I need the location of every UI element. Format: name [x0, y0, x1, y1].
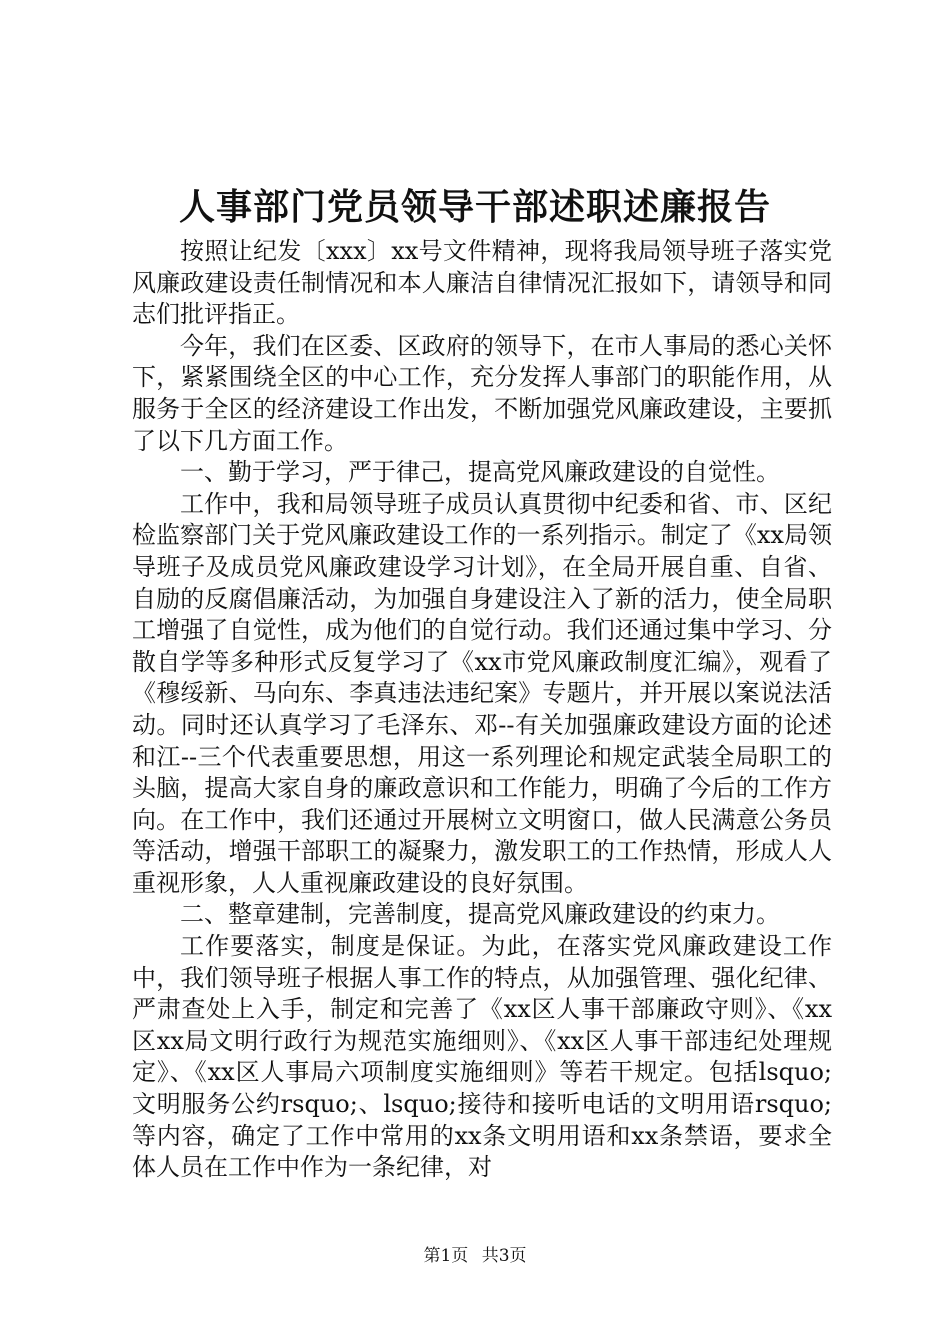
document-title: 人事部门党员领导干部述职述廉报告 — [178, 186, 771, 228]
page-number: 第1页 — [423, 1246, 469, 1266]
section-heading-2: 二、整章建制，完善制度，提高党风廉政建设的约束力。 — [180, 900, 780, 929]
paragraph-intro: 按照让纪发〔xxx〕xx号文件精神，现将我局领导班子落实党风廉政建设责任制情况和本人廉洁自律情况汇报如下，请领导和同志们批评指正。 — [132, 237, 832, 329]
paragraph-overview: 今年，我们在区委、区政府的领导下，在市人事局的悉心关怀下，紧紧围绕全区的中心工作，充分发挥人事部门的职能作用，从服务于全区的经济建设工作出发，不断加强党风廉政建设，主要抓了以下几方面工作。 — [132, 331, 832, 455]
page-footer — [0, 1244, 950, 1268]
document-body — [132, 236, 832, 1184]
section-heading-1: 一、勤于学习，严于律己，提高党风廉政建设的自觉性。 — [180, 458, 780, 487]
paragraph-section-1: 工作中，我和局领导班子成员认真贯彻中纪委和省、市、区纪检监察部门关于党风廉政建设工作的一系列指示。制定了《xx局领导班子及成员党风廉政建设学习计划》，在全局开展自重、自省、自励的反腐倡廉活动，为加强自身建设注入了新的活力，使全局职工增强了自觉性，成为他们的自觉行动。我们还通过集中学习、分散自学等多种形式反复学习了《xx市党风廉政制度汇编》，观看了《穆绥新、马向东、李真违法违纪案》专题片，并开展以案说法活动。同时还认真学习了毛泽东、邓--有关加强廉政建设方面的论述和江--三个代表重要思想，用这一系列理论和规定武装全局职工的头脑，提高大家自身的廉政意识和工作能力，明确了今后的工作方向。在工作中，我们还通过开展树立文明窗口，做人民满意公务员等活动，增强干部职工的凝聚力，激发职工的工作热情，形成人人重视形象，人人重视廉政建设的良好氛围。 — [132, 489, 832, 897]
paragraph-section-2: 工作要落实，制度是保证。为此，在落实党风廉政建设工作中，我们领导班子根据人事工作的特点，从加强管理、强化纪律、严肃查处上入手，制定和完善了《xx区人事干部廉政守则》、《xx区xx局文明行政行为规范实施细则》、《xx区人事干部违纪处理规定》、《xx区人事局六项制度实施细则》等若干规定。包括lsquo;文明服务公约rsquo;、lsquo;接待和接听电话的文明用语rsquo;等内容，确定了工作中常用的xx条文明用语和xx条禁语，要求全体人员在工作中作为一条纪律，对 — [132, 932, 832, 1182]
page-total: 共3页 — [481, 1246, 527, 1266]
